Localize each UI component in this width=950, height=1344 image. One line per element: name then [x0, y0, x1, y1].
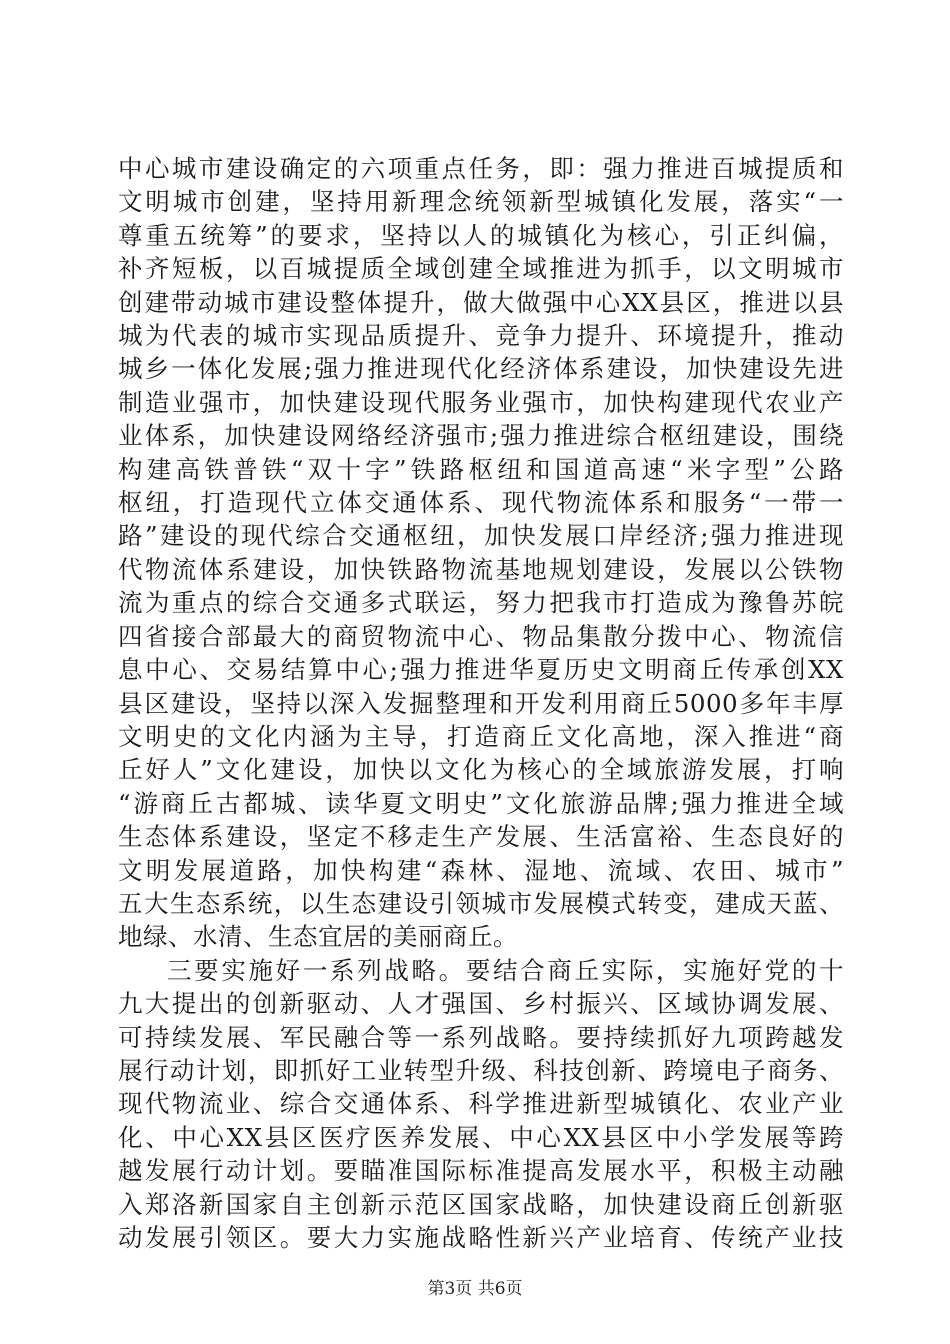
paragraph	[118, 152, 844, 954]
page-footer: 第3页 共6页	[427, 1279, 523, 1299]
text-line: 枢纽，打造现代立体交通体系、现代物流体系和服务“一带一	[118, 488, 844, 518]
text-line: 化、中心XX县区医疗医养发展、中心XX县区中小学发展等跨	[118, 1122, 844, 1152]
text-line: 五大生态系统，以生态建设引领城市发展模式转变，建成天蓝、	[118, 888, 844, 918]
text-line: 现代物流业、综合交通体系、科学推进新型城镇化、农业产业	[118, 1089, 844, 1119]
text-line: 入郑洛新国家自主创新示范区国家战略，加快建设商丘创新驱	[118, 1189, 844, 1219]
text-line: 城为代表的城市实现品质提升、竞争力提升、环境提升，推动	[118, 321, 844, 351]
text-line: 文明发展道路，加快构建“森林、湿地、流域、农田、城市”	[118, 855, 844, 885]
text-line: 生态体系建设，坚定不移走生产发展、生活富裕、生态良好的	[118, 822, 844, 852]
text-line: 代物流体系建设，加快铁路物流基地规划建设，发展以公铁物	[118, 554, 844, 584]
paragraph	[118, 954, 844, 1255]
text-line: 三要实施好一系列战略。要结合商丘实际，实施好党的十	[167, 955, 844, 985]
text-line: 地绿、水清、生态宜居的美丽商丘。	[118, 922, 518, 952]
text-line: 展行动计划，即抓好工业转型升级、科技创新、跨境电子商务、	[118, 1055, 844, 1085]
text-line: 补齐短板，以百城提质全域创建全域推进为抓手，以文明城市	[118, 254, 844, 284]
text-line: 制造业强市，加快建设现代服务业强市，加快构建现代农业产	[118, 387, 844, 417]
text-line: “游商丘古都城、读华夏文明史”文化旅游品牌;强力推进全域	[118, 788, 844, 818]
text-line: 文明城市创建，坚持用新理念统领新型城镇化发展，落实“一	[118, 187, 844, 217]
text-line: 动发展引领区。要大力实施战略性新兴产业培育、传统产业技	[118, 1223, 844, 1252]
text-line: 丘好人”文化建设，加快以文化为核心的全域旅游发展，打响	[118, 755, 844, 785]
text-line: 四省接合部最大的商贸物流中心、物品集散分拨中心、物流信	[118, 621, 844, 651]
text-line: 创建带动城市建设整体提升，做大做强中心XX县区，推进以县	[118, 287, 844, 317]
text-line: 尊重五统筹”的要求，坚持以人的城镇化为核心，引正纠偏，	[118, 220, 844, 250]
text-line: 城乡一体化发展;强力推进现代化经济体系建设，加快建设先进	[118, 354, 844, 384]
text-line: 文明史的文化内涵为主导，打造商丘文化高地，深入推进“商	[118, 721, 844, 751]
text-line: 业体系，加快建设网络经济强市;强力推进综合枢纽建设，围绕	[118, 421, 844, 451]
text-line: 九大提出的创新驱动、人才强国、乡村振兴、区域协调发展、	[118, 989, 844, 1019]
text-line: 中心城市建设确定的六项重点任务，即：强力推进百城提质和	[118, 154, 844, 183]
text-line: 路”建设的现代综合交通枢纽，加快发展口岸经济;强力推进现	[118, 521, 844, 551]
text-line: 越发展行动计划。要瞄准国际标准提高发展水平，积极主动融	[118, 1156, 844, 1186]
text-line: 息中心、交易结算中心;强力推进华夏历史文明商丘传承创XX	[118, 655, 844, 685]
text-line: 县区建设，坚持以深入发掘整理和开发利用商丘5000多年丰厚	[118, 688, 844, 718]
document-body	[118, 152, 844, 1254]
text-line: 构建高铁普铁“双十字”铁路枢纽和国道高速“米字型”公路	[118, 454, 844, 484]
text-line: 可持续发展、军民融合等一系列战略。要持续抓好九项跨越发	[118, 1022, 844, 1052]
text-line: 流为重点的综合交通多式联运，努力把我市打造成为豫鲁苏皖	[118, 588, 844, 618]
